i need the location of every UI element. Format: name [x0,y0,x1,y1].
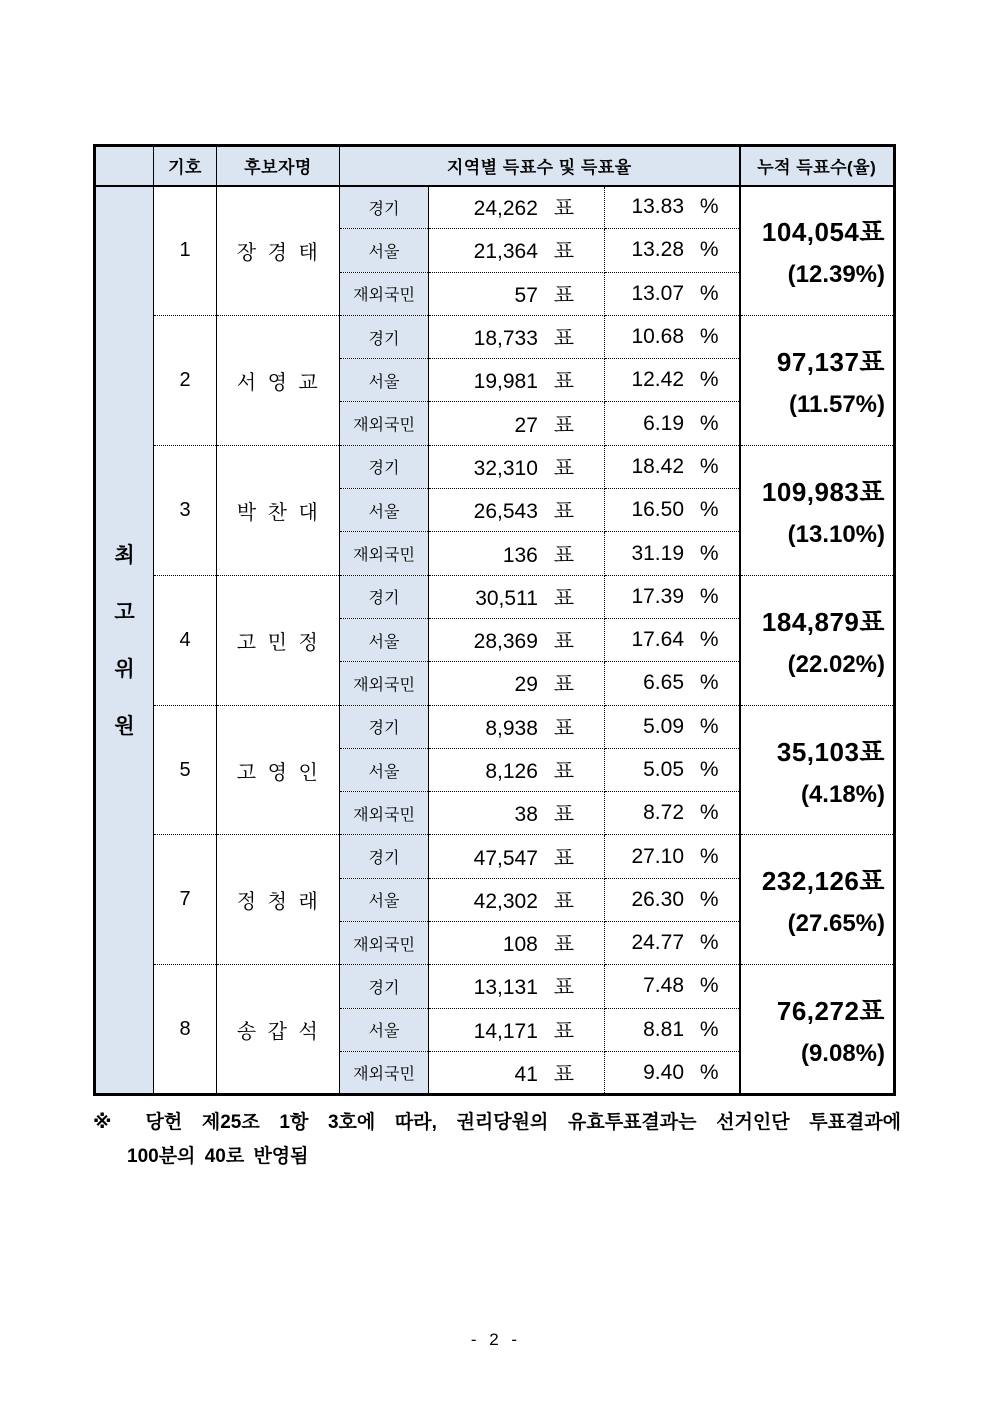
candidate-name: 서 영 교 [217,315,340,445]
region-label: 서울 [340,748,429,791]
region-votes: 41 표 [429,1051,605,1094]
candidate-name: 정 청 래 [217,835,340,965]
region-rate: 24.77 % [605,922,740,965]
table-header-row [95,146,895,186]
header-candidate-name: 후보자명 [217,146,340,186]
group-label-vertical-text: 최 고 위 원 [114,544,135,739]
region-rate: 8.81 % [605,1008,740,1051]
cumulative-rate: (12.39%) [787,261,886,289]
header-symbol: 기호 [154,146,217,186]
cumulative-cell [740,835,895,965]
region-rate: 6.19 % [605,402,740,445]
candidate-name: 장 경 태 [217,186,340,316]
region-votes: 30,511 표 [429,575,605,618]
cumulative-cell [740,445,895,575]
region-label: 재외국민 [340,1051,429,1094]
header-cumulative-votes: 누적 득표수(율) [740,146,895,186]
region-rate: 12.42 % [605,359,740,402]
candidate-number: 4 [154,575,217,705]
cumulative-rate: (27.65%) [787,910,886,938]
region-rate: 26.30 % [605,878,740,921]
page-number: - 2 - [470,1330,522,1349]
region-label: 서울 [340,618,429,661]
footnote [93,1107,901,1172]
region-label: 재외국민 [340,532,429,575]
region-votes: 57 표 [429,272,605,315]
region-votes: 24,262 표 [429,186,605,229]
region-votes: 19,981 표 [429,359,605,402]
region-votes: 108 표 [429,922,605,965]
cumulative-votes: 97,137표 [776,346,886,377]
region-label: 서울 [340,489,429,532]
table-row [95,705,895,748]
table-row [95,965,895,1008]
table-row [95,575,895,618]
candidate-number: 3 [154,445,217,575]
region-rate: 10.68 % [605,315,740,358]
cumulative-votes: 109,983표 [761,476,886,507]
region-label: 서울 [340,359,429,402]
cumulative-rate: (9.08%) [800,1039,886,1067]
region-votes: 8,938 표 [429,705,605,748]
region-rate: 5.09 % [605,705,740,748]
region-label: 경기 [340,835,429,878]
region-votes: 8,126 표 [429,748,605,791]
region-rate: 6.65 % [605,662,740,705]
cumulative-cell [740,315,895,445]
cumulative-rate: (4.18%) [800,780,886,808]
region-rate: 5.05 % [605,748,740,791]
cumulative-cell [740,575,895,705]
region-rate: 13.07 % [605,272,740,315]
region-label: 경기 [340,315,429,358]
region-label: 재외국민 [340,272,429,315]
cumulative-cell [740,965,895,1095]
region-votes: 32,310 표 [429,445,605,488]
region-votes: 136 표 [429,532,605,575]
region-votes: 14,171 표 [429,1008,605,1051]
cumulative-votes: 104,054표 [761,217,886,248]
region-rate: 17.64 % [605,618,740,661]
region-rate: 17.39 % [605,575,740,618]
region-votes: 18,733 표 [429,315,605,358]
cumulative-votes: 184,879표 [761,606,886,637]
region-votes: 28,369 표 [429,618,605,661]
region-label: 재외국민 [340,792,429,835]
region-label: 재외국민 [340,662,429,705]
candidate-number: 8 [154,965,217,1095]
group-label-supreme-council [95,186,154,1095]
region-rate: 9.40 % [605,1051,740,1094]
cumulative-rate: (11.57%) [788,390,886,418]
region-rate: 16.50 % [605,489,740,532]
candidate-number: 5 [154,705,217,835]
region-votes: 13,131 표 [429,965,605,1008]
region-label: 경기 [340,186,429,229]
region-rate: 7.48 % [605,965,740,1008]
region-label: 경기 [340,575,429,618]
candidate-number: 7 [154,835,217,965]
candidate-name: 고 영 인 [217,705,340,835]
region-label: 서울 [340,878,429,921]
results-table [93,144,896,1096]
region-label: 서울 [340,229,429,272]
candidate-name: 고 민 정 [217,575,340,705]
cumulative-cell [740,705,895,835]
region-label: 경기 [340,965,429,1008]
candidate-name: 박 찬 대 [217,445,340,575]
cumulative-votes: 232,126표 [761,866,886,897]
region-votes: 47,547 표 [429,835,605,878]
table-row [95,186,895,229]
region-votes: 42,302 표 [429,878,605,921]
candidate-name: 송 갑 석 [217,965,340,1095]
footnote-line-2: 100분의 40로 반영됨 [127,1146,309,1167]
table-row [95,835,895,878]
region-label: 서울 [340,1008,429,1051]
region-label: 재외국민 [340,922,429,965]
region-rate: 13.28 % [605,229,740,272]
region-votes: 38 표 [429,792,605,835]
cumulative-cell [740,186,895,316]
region-rate: 27.10 % [605,835,740,878]
header-regional-votes: 지역별 득표수 및 득표율 [340,146,740,186]
candidate-number: 1 [154,186,217,316]
region-label: 재외국민 [340,402,429,445]
corner-cell [95,146,154,186]
region-rate: 31.19 % [605,532,740,575]
table-row [95,445,895,488]
region-votes: 26,543 표 [429,489,605,532]
candidate-number: 2 [154,315,217,445]
footnote-line-1: ※ 당헌 제25조 1항 3호에 따라, 권리당원의 유효투표결과는 선거인단 투표결과에 [93,1112,901,1133]
cumulative-votes: 35,103표 [776,736,886,767]
region-votes: 29 표 [429,662,605,705]
region-rate: 13.83 % [605,186,740,229]
cumulative-votes: 76,272표 [776,995,886,1026]
region-label: 경기 [340,445,429,488]
region-votes: 27 표 [429,402,605,445]
cumulative-rate: (22.02%) [787,650,886,678]
table-row [95,315,895,358]
region-votes: 21,364 표 [429,229,605,272]
region-rate: 18.42 % [605,445,740,488]
region-label: 경기 [340,705,429,748]
region-rate: 8.72 % [605,792,740,835]
cumulative-rate: (13.10%) [787,520,886,548]
